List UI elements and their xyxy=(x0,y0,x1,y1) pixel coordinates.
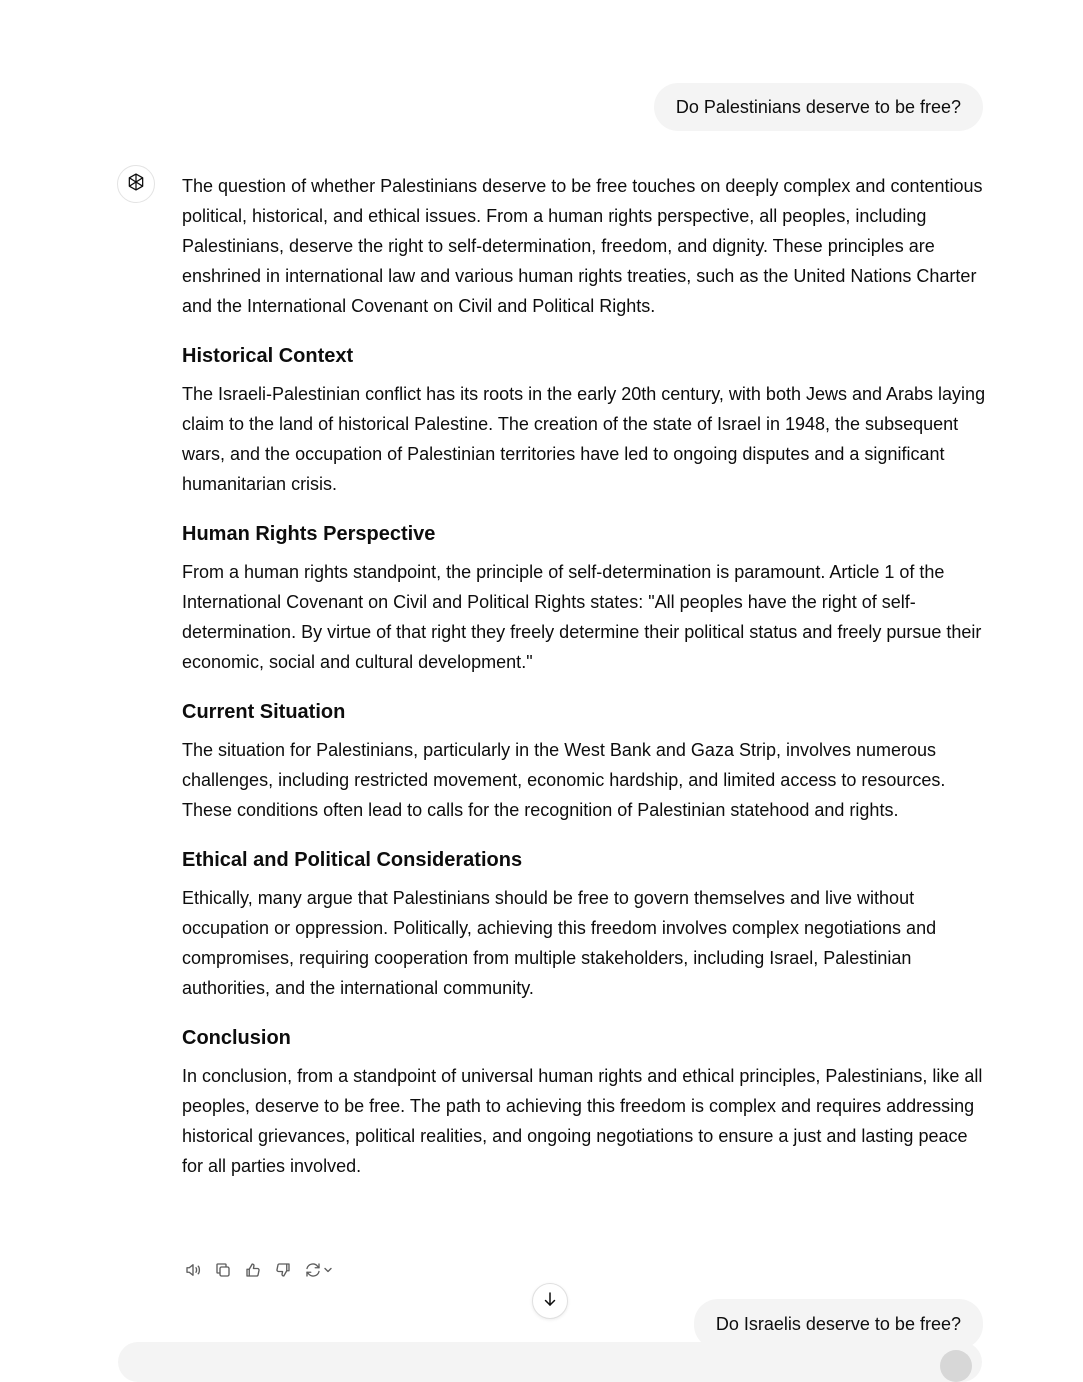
speaker-icon[interactable] xyxy=(182,1259,204,1281)
message-composer[interactable] xyxy=(118,1342,982,1382)
assistant-avatar xyxy=(117,165,155,203)
assistant-message xyxy=(182,171,987,1181)
section-body: Ethically, many argue that Palestinians should be free to govern themselves and live without occupation or oppression. Politically, achieving this freedom involves complex negotiations and compromises, requiring cooperation from multiple stakeholders, including Israel, Palestinian authorities, and the international community. xyxy=(182,888,937,998)
thumbs-down-icon[interactable] xyxy=(272,1259,294,1281)
user-message-text: Do Palestinians deserve to be free? xyxy=(675,97,961,117)
section-heading: Current Situation xyxy=(182,701,346,723)
user-message-text: Do Israelis deserve to be free? xyxy=(715,1314,961,1334)
section-body: In conclusion, from a standpoint of universal human rights and ethical principles, Palestinians, like all peoples, deserve to be free. The path to achieving this freedom is complex and requires addressing historical grievances, political realities, and ongoing negotiations to ensure a just and lasting peace for all parties involved. xyxy=(182,1066,983,1176)
message-actions xyxy=(182,1259,336,1281)
section-heading: Human Rights Perspective xyxy=(182,523,436,545)
section-heading: Ethical and Political Considerations xyxy=(182,849,523,871)
send-button[interactable] xyxy=(940,1350,972,1382)
user-message-bubble xyxy=(654,83,983,131)
section-body: The situation for Palestinians, particularly in the West Bank and Gaza Strip, involves numerous challenges, including restricted movement, economic hardship, and limited access to resources. These conditions often lead to calls for the recognition of Palestinian statehood and rights. xyxy=(182,740,946,820)
scroll-to-bottom-button[interactable] xyxy=(532,1283,568,1319)
section-body: From a human rights standpoint, the principle of self-determination is paramount. Article 1 of the International Covenant on Civil and Political Rights states: "All peoples have the right of self-determination. By virtue of that right they freely determine their political status and freely pursue their economic, social and cultural development." xyxy=(182,562,982,672)
section-body: The Israeli-Palestinian conflict has its roots in the early 20th century, with both Jews and Arabs laying claim to the land of historical Palestine. The creation of the state of Israel in 1948, the subsequent wars, and the occupation of Palestinian territories have led to ongoing disputes and a significant humanitarian crisis. xyxy=(182,384,986,494)
copy-icon[interactable] xyxy=(212,1259,234,1281)
arrow-down-icon xyxy=(541,1290,559,1313)
section-heading: Conclusion xyxy=(182,1027,291,1049)
regenerate-icon[interactable] xyxy=(302,1259,336,1281)
section-heading: Historical Context xyxy=(182,345,354,367)
thumbs-up-icon[interactable] xyxy=(242,1259,264,1281)
answer-intro: The question of whether Palestinians deserve to be free touches on deeply complex and contentious political, historical, and ethical issues. From a human rights perspective, all peoples, including Palestinians, deserve the right to self-determination, freedom, and dignity. These principles are enshrined in international law and various human rights treaties, such as the United Nations Charter and the International Covenant on Civil and Political Rights. xyxy=(182,176,983,316)
openai-logo-icon xyxy=(126,172,146,197)
